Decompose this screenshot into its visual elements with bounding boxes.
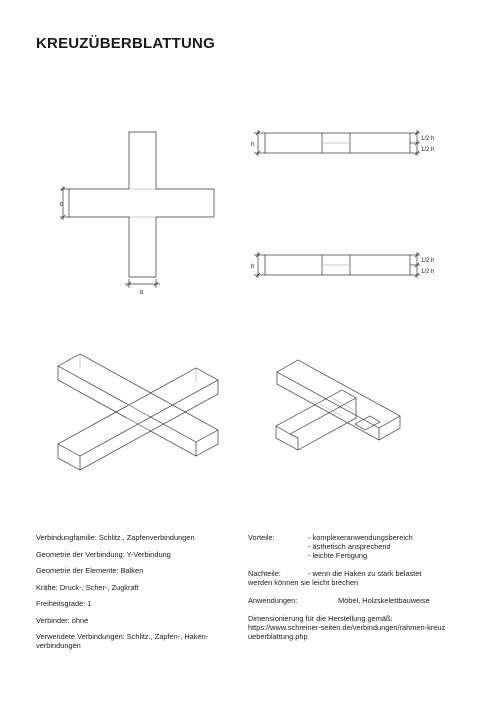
vorteile-item: - leichte Fertigung <box>308 551 368 560</box>
nachteile-text-cont: werden können sie leicht brechen <box>248 578 359 587</box>
isometric-assembled <box>58 354 218 470</box>
isometric-exploded <box>276 360 400 450</box>
anwendungen-text: Möbel, Holzskelettbauweise <box>338 596 430 605</box>
evaluation-section <box>248 533 478 650</box>
dimensionierung <box>248 614 478 641</box>
label-b-bottom: b <box>140 290 144 296</box>
vorteile-list <box>308 533 478 560</box>
vorteile-item: - komplexeranwendungsbereich <box>308 533 413 542</box>
label-half-h-3: 1/2 h <box>421 258 435 264</box>
vorteile-label: Vorteile: <box>248 533 275 542</box>
nachteile <box>248 569 478 587</box>
side-view-top <box>254 130 420 156</box>
prop-freiheitsgrade: Freiheitsgrade: 1 <box>36 599 92 608</box>
label-half-h-1: 1/2 h <box>421 136 435 142</box>
label-b-left: b <box>60 202 64 208</box>
dimensionierung-label: Dimensionierung für die Herstellung gemäß: <box>248 614 393 623</box>
label-half-h-2: 1/2 h <box>421 147 435 153</box>
prop-familie: Verbindungfamilie: Schlitz., Zapfenverbindungen <box>36 533 195 542</box>
anwendungen <box>248 596 478 605</box>
prop-kraefte: Kräfte: Druck-, Scher-, Zugkraft <box>36 582 139 592</box>
prop-geometrie-verbindung: Geometrie der Verbindung: Y-Verbindung <box>36 549 171 559</box>
prop-verbinder: Verbinder: ohne <box>36 615 89 625</box>
dimensionierung-url: https://www.schreiner-seiten.de/verbindungen/rahmen-kreuzueberblattung.php <box>248 623 446 641</box>
label-h-bottom: h <box>251 264 255 270</box>
page-title: KREUZÜBERBLATTUNG <box>36 35 215 52</box>
vorteile <box>248 533 478 560</box>
label-half-h-4: 1/2 h <box>421 269 435 275</box>
side-view-bottom <box>254 252 420 278</box>
prop-verwendete: Verwendete Verbindungen: Schlitz., Zapfen-, Haken-verbindungen <box>36 632 209 650</box>
dimension-b-horizontal <box>125 279 160 288</box>
nachteile-text: - wenn die Haken zu stark belastet <box>308 569 422 578</box>
anwendungen-label: Anwendungen: <box>248 596 298 605</box>
prop-geometrie-elemente: Geometrie der Elemente: Balken <box>36 566 144 575</box>
properties-list <box>36 533 246 658</box>
plan-view-cross <box>69 132 214 277</box>
label-h-top: h <box>251 142 255 148</box>
vorteile-item: - ästhetisch ansprechend <box>308 542 391 551</box>
nachteile-label: Nachteile: <box>248 569 281 578</box>
